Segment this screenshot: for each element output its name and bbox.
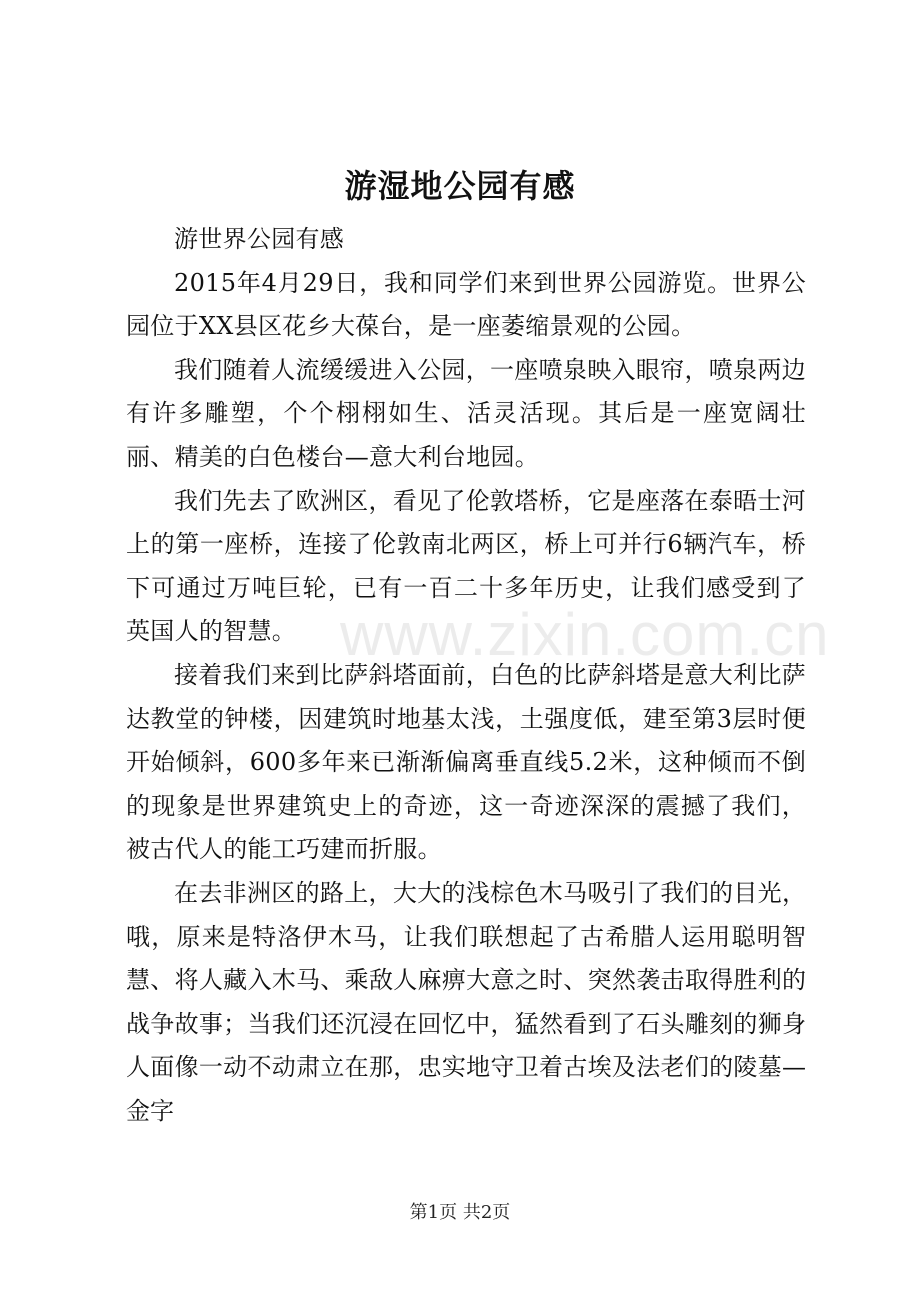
page-number-footer: 第1页 共2页 bbox=[409, 1202, 511, 1223]
paragraph-1: 2015年4月29日，我和同学们来到世界公园游览。世界公园位于XX县区花乡大葆台，是一座萎缩景观的公园。 bbox=[126, 268, 806, 341]
watermark-text: www.zixin.com.cn bbox=[340, 601, 830, 668]
paragraph-2: 我们随着人流缓缓进入公园，一座喷泉映入眼帘，喷泉两边有许多雕塑，个个栩栩如生、活灵活现。其后是一座宽阔壮丽、精美的白色楼台—意大利台地园。 bbox=[126, 355, 806, 471]
paragraph-subtitle: 游世界公园有感 bbox=[174, 225, 345, 253]
document-body bbox=[126, 218, 830, 1133]
document-title: 游湿地公园有感 bbox=[344, 167, 576, 205]
paragraph-4: 接着我们来到比萨斜塔面前，白色的比萨斜塔是意大利比萨达教堂的钟楼，因建筑时地基太浅，土强度低，建至第3层时便开始倾斜，600多年来已渐渐偏离垂直线5.2米，这种倾而不倒的现象是世界建筑史上的奇迹，这一奇迹深深的震撼了我们，被古代人的能工巧建而折服。 bbox=[126, 660, 806, 864]
paragraph-3: 我们先去了欧洲区，看见了伦敦塔桥，它是座落在泰晤士河上的第一座桥，连接了伦敦南北两区，桥上可并行6辆汽车，桥下可通过万吨巨轮，已有一百二十多年历史，让我们感受到了英国人的智慧。 bbox=[126, 486, 806, 646]
paragraph-5: 在去非洲区的路上，大大的浅棕色木马吸引了我们的目光，哦，原来是特洛伊木马，让我们联想起了古希腊人运用聪明智慧、将人藏入木马、乘敌人麻痹大意之时、突然袭击取得胜利的战争故事；当我们还沉浸在回忆中，猛然看到了石头雕刻的狮身人面像一动不动肃立在那，忠实地守卫着古埃及法老们的陵墓—金字 bbox=[126, 878, 806, 1125]
